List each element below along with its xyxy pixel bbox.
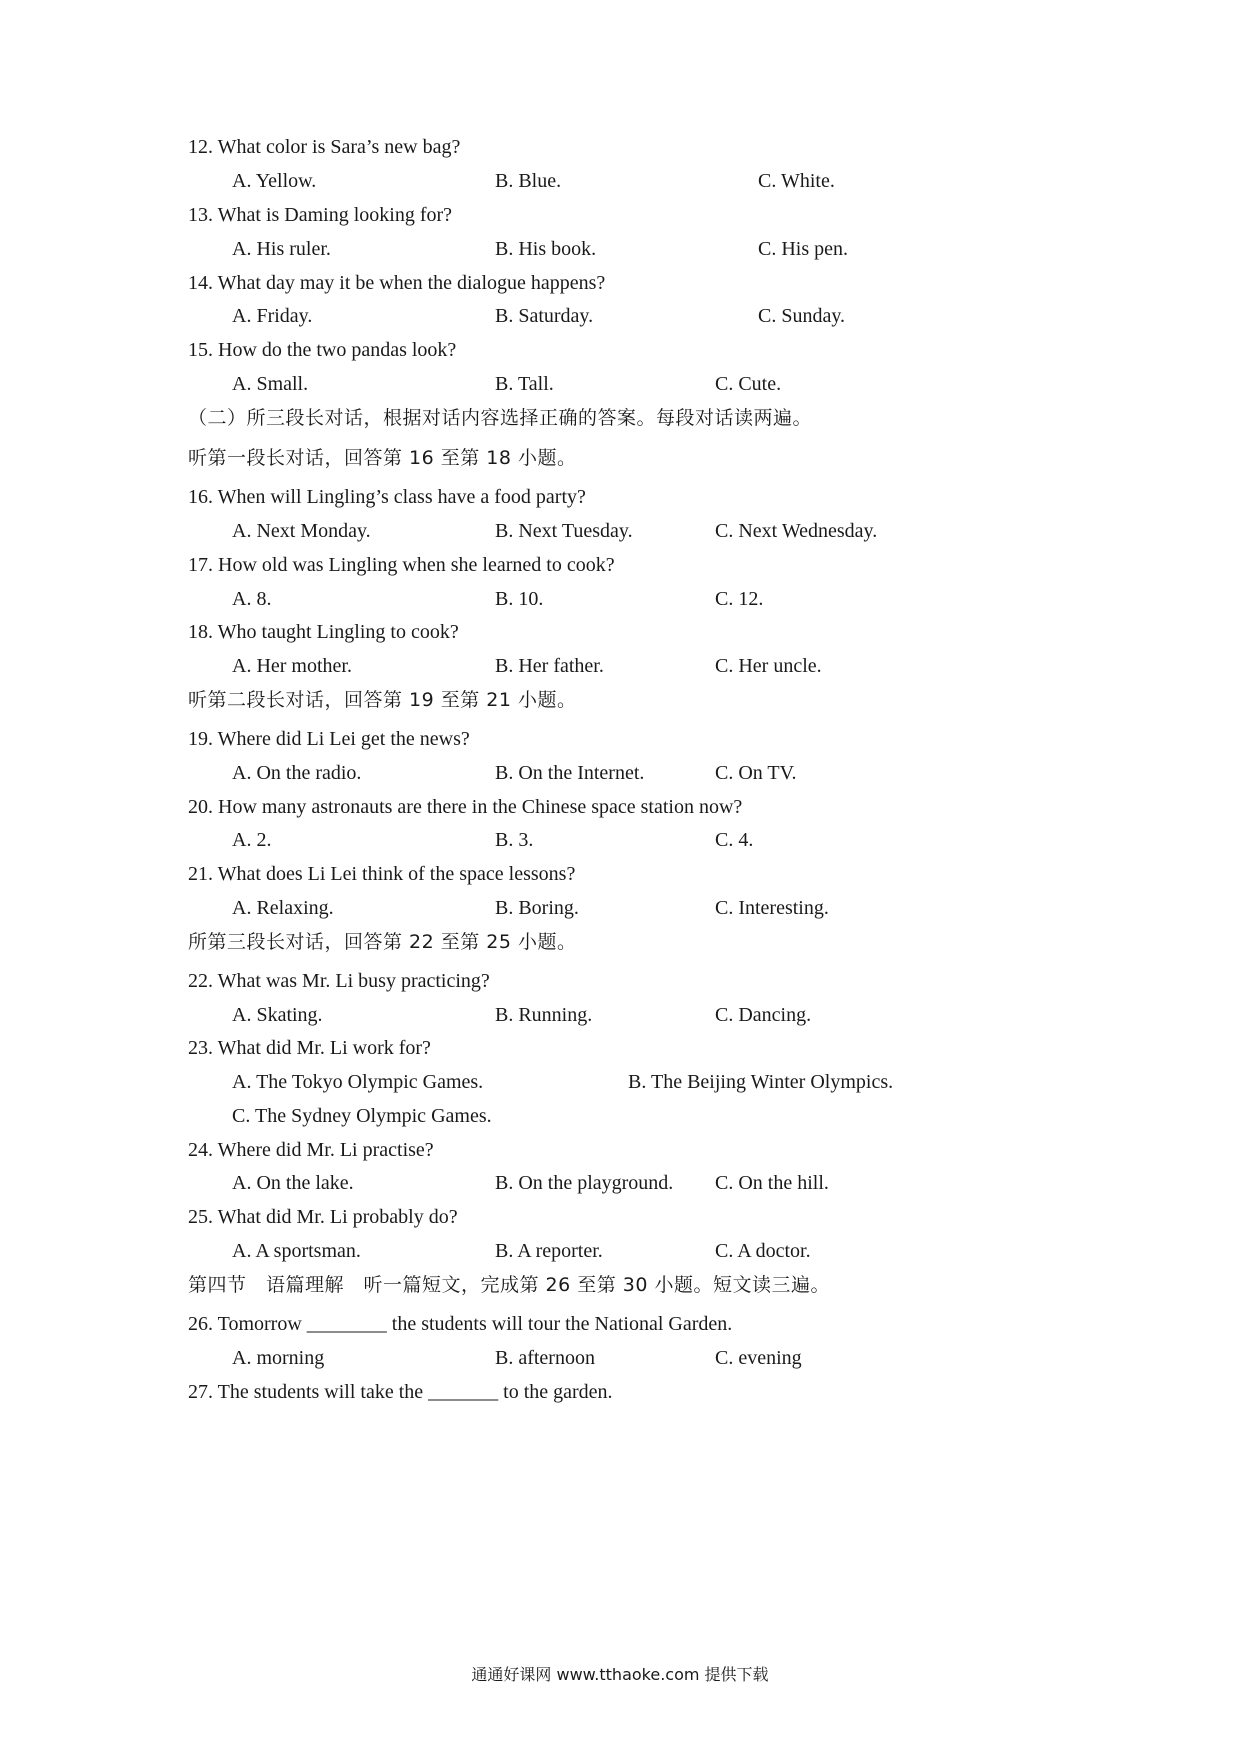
question-18: 18. Who taught Lingling to cook? (188, 621, 459, 643)
q16-option-a: A. Next Monday. (232, 520, 371, 542)
question-13: 13. What is Daming looking for? (188, 204, 453, 226)
q20-option-a: A. 2. (232, 829, 272, 851)
q19-option-a: A. On the radio. (232, 762, 362, 784)
q22-option-a: A. Skating. (232, 1004, 323, 1026)
section-4-heading: 第四节 语篇理解 听一篇短文，完成第 26 至第 30 小题。短文读三遍。 (188, 1274, 831, 1296)
q16-option-c: C. Next Wednesday. (715, 520, 878, 542)
q17-option-b: B. 10. (495, 588, 544, 610)
question-23: 23. What did Mr. Li work for? (188, 1037, 431, 1059)
q14-option-c: C. Sunday. (758, 305, 846, 327)
q20-option-c: C. 4. (715, 829, 754, 851)
question-15: 15. How do the two pandas look? (188, 339, 457, 361)
question-17: 17. How old was Lingling when she learned to cook? (188, 554, 615, 576)
q12-option-a: A. Yellow. (232, 170, 317, 192)
q15-option-a: A. Small. (232, 373, 309, 395)
q18-option-a: A. Her mother. (232, 655, 352, 677)
q17-option-c: C. 12. (715, 588, 764, 610)
q13-option-a: A. His ruler. (232, 238, 331, 260)
page-footer: 通通好课网 www.tthaoke.com 提供下载 (471, 1665, 769, 1684)
q18-option-c: C. Her uncle. (715, 655, 822, 677)
q23-option-b: B. The Beijing Winter Olympics. (628, 1071, 894, 1093)
question-20: 20. How many astronauts are there in the Chinese space station now? (188, 796, 743, 818)
q26-option-b: B. afternoon (495, 1347, 595, 1369)
q21-option-a: A. Relaxing. (232, 897, 334, 919)
q19-option-b: B. On the Internet. (495, 762, 645, 784)
q13-option-b: B. His book. (495, 238, 597, 260)
q15-option-b: B. Tall. (495, 373, 554, 395)
q20-option-b: B. 3. (495, 829, 534, 851)
q25-option-c: C. A doctor. (715, 1240, 811, 1262)
question-14: 14. What day may it be when the dialogue happens? (188, 272, 606, 294)
q22-option-b: B. Running. (495, 1004, 593, 1026)
q12-option-b: B. Blue. (495, 170, 562, 192)
question-25: 25. What did Mr. Li probably do? (188, 1206, 458, 1228)
question-21: 21. What does Li Lei think of the space lessons? (188, 863, 576, 885)
dialog-3-instruction: 所第三段长对话，回答第 22 至第 25 小题。 (188, 931, 577, 953)
q17-option-a: A. 8. (232, 588, 272, 610)
question-22: 22. What was Mr. Li busy practicing? (188, 970, 490, 992)
q24-option-b: B. On the playground. (495, 1172, 674, 1194)
q19-option-c: C. On TV. (715, 762, 797, 784)
q24-option-c: C. On the hill. (715, 1172, 829, 1194)
q21-option-b: B. Boring. (495, 897, 579, 919)
q15-option-c: C. Cute. (715, 373, 782, 395)
question-19: 19. Where did Li Lei get the news? (188, 728, 470, 750)
q21-option-c: C. Interesting. (715, 897, 829, 919)
q23-option-c: C. The Sydney Olympic Games. (232, 1105, 492, 1127)
q25-option-a: A. A sportsman. (232, 1240, 361, 1262)
question-16: 16. When will Lingling’s class have a food party? (188, 486, 586, 508)
q26-option-a: A. morning (232, 1347, 325, 1369)
q26-option-c: C. evening (715, 1347, 802, 1369)
q22-option-c: C. Dancing. (715, 1004, 812, 1026)
question-26: 26. Tomorrow ________ the students will tour the National Garden. (188, 1313, 733, 1335)
q25-option-b: B. A reporter. (495, 1240, 603, 1262)
q14-option-a: A. Friday. (232, 305, 313, 327)
dialog-1-instruction: 听第一段长对话，回答第 16 至第 18 小题。 (188, 447, 577, 469)
q24-option-a: A. On the lake. (232, 1172, 354, 1194)
q14-option-b: B. Saturday. (495, 305, 594, 327)
question-24: 24. Where did Mr. Li practise? (188, 1139, 434, 1161)
section-2-heading: （二）所三段长对话，根据对话内容选择正确的答案。每段对话读两遍。 (188, 407, 813, 429)
question-27: 27. The students will take the _______ to the garden. (188, 1381, 613, 1403)
q23-option-a: A. The Tokyo Olympic Games. (232, 1071, 484, 1093)
question-12: 12. What color is Sara’s new bag? (188, 136, 461, 158)
q12-option-c: C. White. (758, 170, 835, 192)
dialog-2-instruction: 听第二段长对话，回答第 19 至第 21 小题。 (188, 689, 577, 711)
q13-option-c: C. His pen. (758, 238, 848, 260)
q18-option-b: B. Her father. (495, 655, 604, 677)
q16-option-b: B. Next Tuesday. (495, 520, 633, 542)
